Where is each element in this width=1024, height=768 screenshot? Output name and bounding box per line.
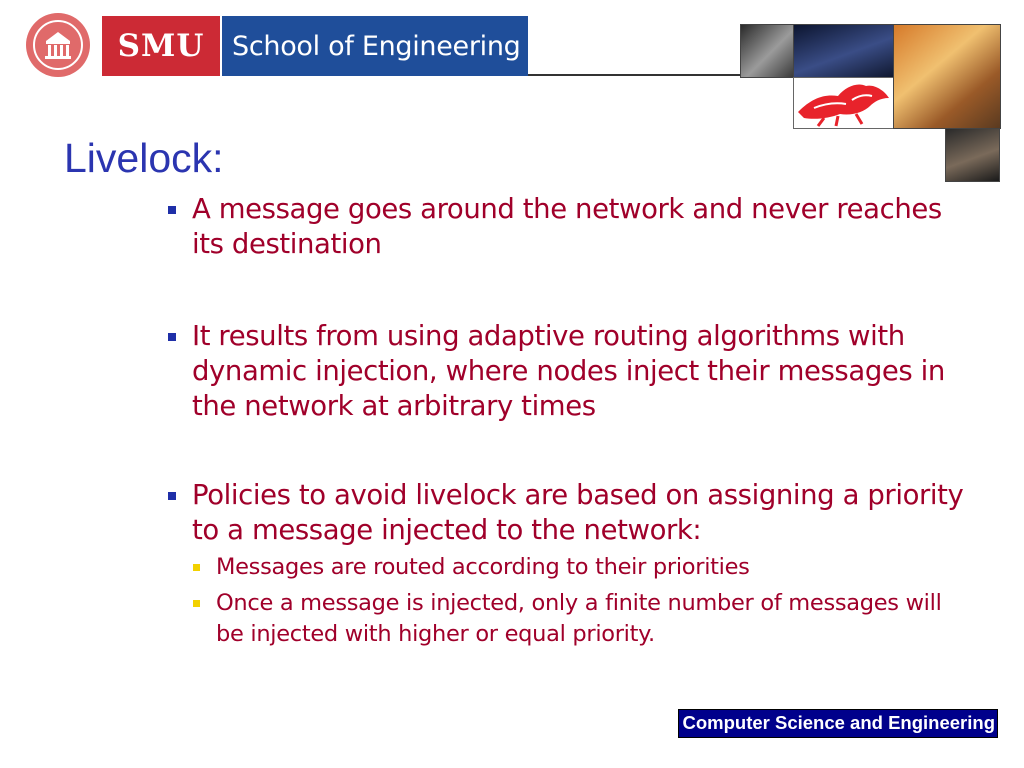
mustang-logo-icon — [793, 77, 894, 129]
square-bullet-icon — [193, 600, 200, 607]
night-campus-photo — [793, 24, 894, 78]
bullet-text: Policies to avoid livelock are based on assigning a priority to a message injected to the network: — [192, 479, 964, 546]
slide-title: Livelock: — [64, 135, 224, 181]
university-seal-icon — [26, 13, 90, 77]
sub-bullet-list — [190, 552, 965, 650]
header-divider — [528, 74, 740, 76]
bullet-text: A message goes around the network and never reaches its destination — [192, 193, 942, 260]
bullet-list — [165, 192, 965, 655]
school-name-text: School of Engineering — [232, 30, 521, 62]
school-name-banner — [222, 16, 528, 76]
sub-bullet-item — [190, 588, 965, 650]
bullet-item — [165, 478, 965, 548]
sub-bullet-text: Once a message is injected, only a finite number of messages will be injected with higher or equal priority. — [216, 590, 942, 647]
campus-building-photo — [893, 24, 1001, 129]
square-bullet-icon — [168, 333, 176, 341]
sub-bullet-text: Messages are routed according to their priorities — [216, 554, 750, 580]
portrait-photo — [740, 24, 794, 78]
footer-label: Computer Science and Engineering — [678, 709, 998, 738]
square-bullet-icon — [193, 564, 200, 571]
square-bullet-icon — [168, 492, 176, 500]
bullet-item — [165, 192, 965, 262]
lab-photo — [945, 128, 1000, 182]
bullet-text: It results from using adaptive routing algorithms with dynamic injection, where nodes inject their messages in the network at arbitrary times — [192, 320, 945, 422]
bullet-item — [165, 319, 965, 424]
smu-logo-text: SMU — [117, 28, 205, 64]
smu-logo — [102, 16, 220, 76]
sub-bullet-item — [190, 552, 965, 583]
square-bullet-icon — [168, 206, 176, 214]
